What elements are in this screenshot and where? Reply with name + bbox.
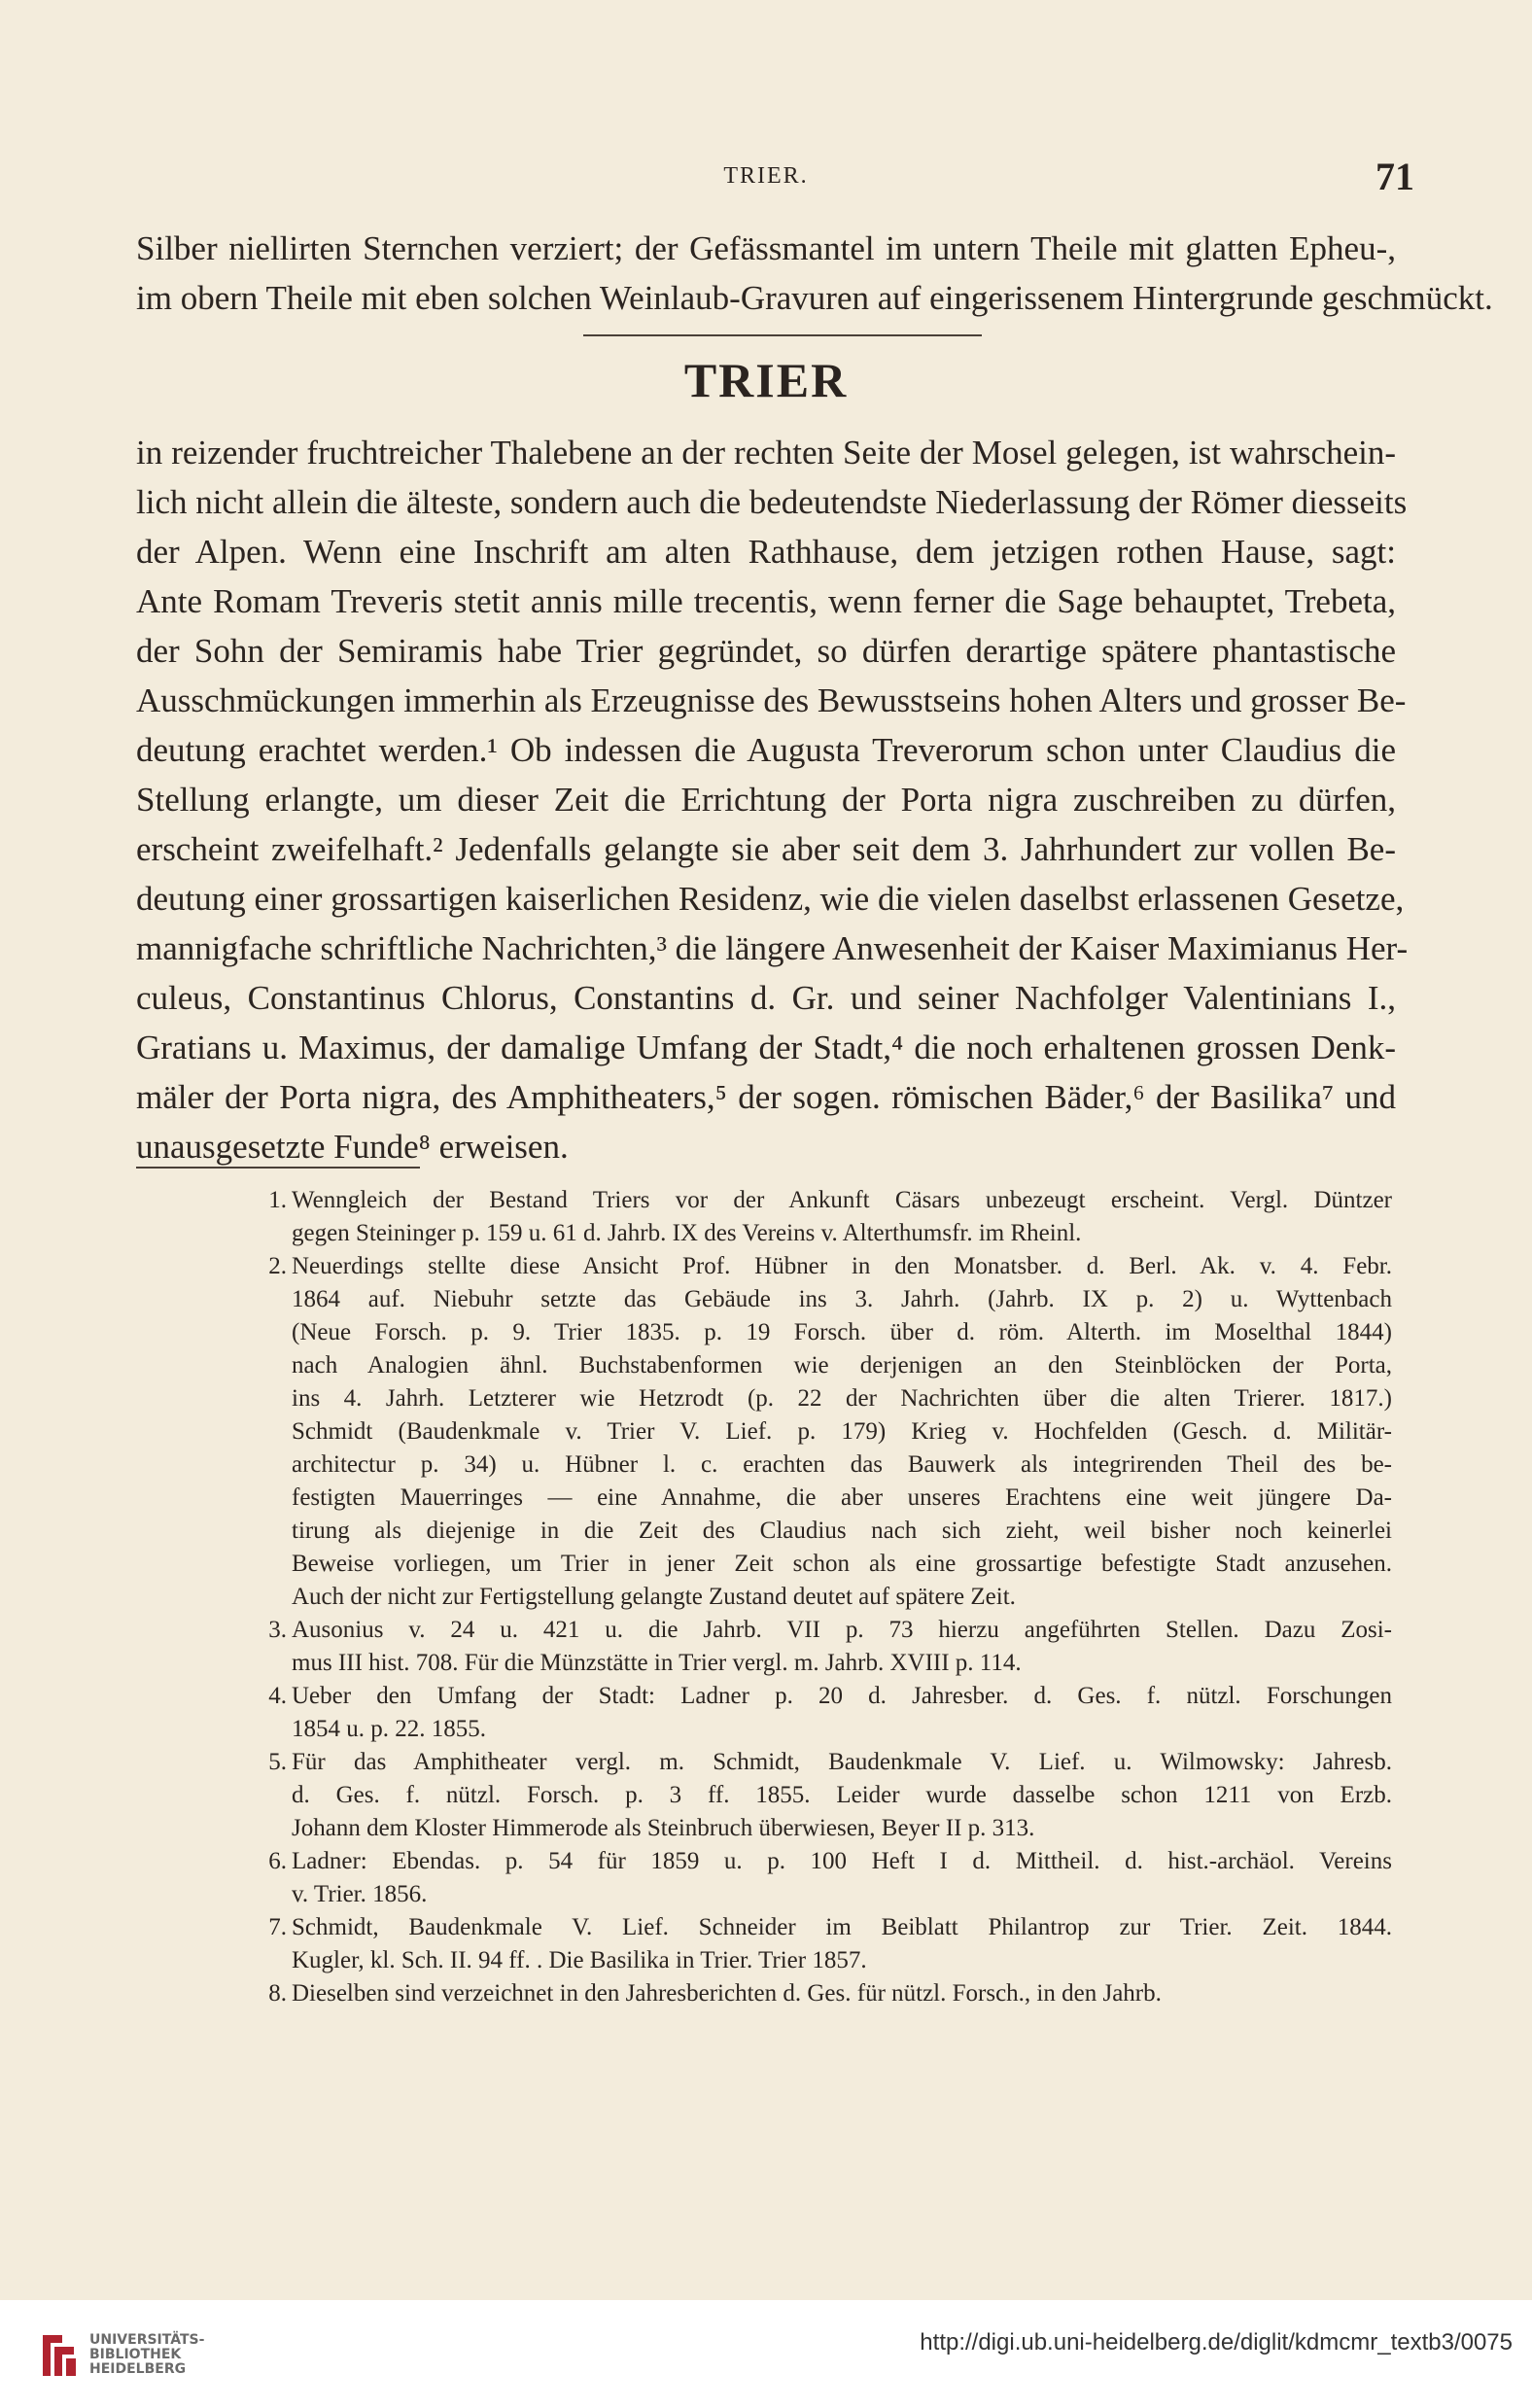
text-line: der Sohn der Semiramis habe Trier gegründet, so dürfen derartige spätere phantastische (136, 632, 1396, 670)
footnote (243, 1746, 1392, 1845)
section-heading: TRIER (683, 353, 849, 407)
text-line: der Alpen. Wenn eine Inschrift am alten Rathhause, dem jetzigen rothen Hause, sagt: (136, 533, 1396, 571)
footnote-number: 8. (268, 1980, 287, 2007)
footnote-line: Auch der nicht zur Fertigstellung gelangte Zustand deutet auf spätere Zeit. (292, 1584, 1016, 1610)
text-line: Ante Romam Treveris stetit annis mille trecentis, wenn ferner die Sage behauptet, Trebeta, (136, 582, 1396, 620)
footnote (243, 1184, 1392, 1250)
library-logo-icon (37, 2329, 80, 2382)
text-line: lich nicht allein die älteste, sondern auch die bedeutendste Niederlassung der Römer diesseits (136, 483, 1408, 521)
footnote (243, 1977, 1392, 2010)
text-line: unausgesetzte Funde⁸ erweisen. (136, 1128, 569, 1166)
footnote-line: Wenngleich der Bestand Triers vor der Ankunft Cäsars unbezeugt erscheint. Vergl. Düntzer (292, 1187, 1392, 1213)
running-head: TRIER. (723, 163, 809, 189)
logo-line: BIBLIOTHEK (89, 2347, 182, 2362)
text-line: mannigfache schriftliche Nachrichten,³ die längere Anwesenheit der Kaiser Maximianus Her- (136, 929, 1409, 967)
logo-line: HEIDELBERG (89, 2361, 187, 2377)
footnote-line: Ueber den Umfang der Stadt: Ladner p. 20 d. Jahresber. d. Ges. f. nützl. Forschungen (292, 1683, 1392, 1709)
footnote-line: nach Analogien ähnl. Buchstabenformen wie derjenigen an den Steinblöcken der Porta, (292, 1352, 1392, 1378)
text-line: Silber niellirten Sternchen verziert; der Gefässmantel im untern Theile mit glatten Epheu-, (136, 229, 1396, 267)
text-line: mäler der Porta nigra, des Amphitheaters,⁵ der sogen. römischen Bäder,⁶ der Basilika⁷ und (136, 1078, 1396, 1116)
footnote-line: tirung als diejenige in die Zeit des Claudius nach sich zieht, weil bisher noch keinerlei (292, 1518, 1392, 1544)
main-paragraph (136, 428, 1409, 1171)
text-line: im obern Theile mit eben solchen Weinlaub-Gravuren auf eingerissenem Hintergrunde geschmückt. (136, 279, 1493, 317)
footnote-line: architectur p. 34) u. Hübner l. c. erachten das Bauwerk als integrirenden Theil des be- (292, 1451, 1392, 1478)
footnote-line: Johann dem Kloster Himmerode als Steinbruch überwiesen, Beyer II p. 313. (292, 1815, 1035, 1841)
footnote-line: festigten Mauerringes — eine Annahme, die aber unseres Erachtens eine weit jüngere Da- (292, 1484, 1392, 1511)
text-line: deutung erachtet werden.¹ Ob indessen die Augusta Treverorum schon unter Claudius die (136, 731, 1396, 769)
footnote-line: Schmidt (Baudenkmale v. Trier V. Lief. p. 179) Krieg v. Hochfelden (Gesch. d. Militär- (292, 1418, 1392, 1445)
footnote (243, 1680, 1392, 1746)
footnote-line: mus III hist. 708. Für die Münzstätte in Trier vergl. m. Jahrb. XVIII p. 114. (292, 1650, 1022, 1676)
footnote (243, 1911, 1392, 1977)
footnote-line: Für das Amphitheater vergl. m. Schmidt, Baudenkmale V. Lief. u. Wilmowsky: Jahresb. (292, 1749, 1392, 1775)
footnote-line: 1864 auf. Niebuhr setzte das Gebäude ins 3. Jahrh. (Jahrb. IX p. 2) u. Wyttenbach (292, 1286, 1392, 1312)
text-line: erscheint zweifelhaft.² Jedenfalls gelangte sie aber seit dem 3. Jahrhundert zur vollen Be- (136, 830, 1396, 868)
footnote-line: v. Trier. 1856. (292, 1881, 428, 1907)
footnote-line: Schmidt, Baudenkmale V. Lief. Schneider im Beiblatt Philantrop zur Trier. Zeit. 1844. (292, 1914, 1392, 1940)
footnote-line: d. Ges. f. nützl. Forsch. p. 3 ff. 1855. Leider wurde dasselbe schon 1211 von Erzb. (292, 1782, 1392, 1808)
section-divider (583, 334, 982, 336)
footnote-number: 6. (268, 1848, 287, 1874)
footnote-number: 2. (268, 1253, 287, 1279)
footnote-divider (136, 1167, 420, 1169)
text-line: Stellung erlangte, um dieser Zeit die Errichtung der Porta nigra zuschreiben zu dürfen, (136, 781, 1396, 819)
footnote-number: 4. (268, 1683, 287, 1709)
footnote-line: Ausonius v. 24 u. 421 u. die Jahrb. VII p. 73 hierzu angeführten Stellen. Dazu Zosi- (292, 1617, 1392, 1643)
footnote-line: gegen Steininger p. 159 u. 61 d. Jahrb. IX des Vereins v. Alterthumsfr. im Rheinl. (292, 1220, 1082, 1246)
footnote-number: 1. (268, 1187, 287, 1213)
footnote-line: (Neue Forsch. p. 9. Trier 1835. p. 19 Forsch. über d. röm. Alterth. im Moselthal 1844) (292, 1319, 1392, 1345)
footnote-line: ins 4. Jahrh. Letzterer wie Hetzrodt (p. 22 der Nachrichten über die alten Trierer. 1817.) (292, 1385, 1392, 1412)
footnote-line: 1854 u. p. 22. 1855. (292, 1716, 486, 1742)
footnotes (243, 1184, 1392, 2010)
source-url-link[interactable]: http://digi.ub.uni-heidelberg.de/diglit/kdmcmr_textb3/0075 (920, 2329, 1513, 2356)
footnote (243, 1614, 1392, 1680)
page-number: 71 (1375, 155, 1414, 198)
footer-bar (0, 2300, 1532, 2408)
footnote-line: Beweise vorliegen, um Trier in jener Zeit schon als eine grossartige befestigte Stadt anzusehen. (292, 1551, 1392, 1577)
text-line: Ausschmückungen immerhin als Erzeugnisse des Bewusstseins hohen Alters und grosser Be- (136, 681, 1407, 719)
library-logo-text (89, 2333, 204, 2377)
footnote (243, 1250, 1392, 1614)
footnote-line: Ladner: Ebendas. p. 54 für 1859 u. p. 100 Heft I d. Mittheil. d. hist.-archäol. Vereins (292, 1848, 1392, 1874)
text-line: culeus, Constantinus Chlorus, Constantins d. Gr. und seiner Nachfolger Valentinians I., (136, 979, 1396, 1017)
footnote (243, 1845, 1392, 1911)
text-line: in reizender fruchtreicher Thalebene an der rechten Seite der Mosel gelegen, ist wahrschein- (136, 434, 1396, 471)
text-line: deutung einer grossartigen kaiserlichen Residenz, wie die vielen daselbst erlassenen Gesetze, (136, 880, 1405, 918)
footnote-line: Kugler, kl. Sch. II. 94 ff. . Die Basilika in Trier. Trier 1857. (292, 1947, 867, 1973)
footnote-line: Dieselben sind verzeichnet in den Jahresberichten d. Ges. für nützl. Forsch., in den Jahrb. (292, 1980, 1162, 2007)
text-line: Gratians u. Maximus, der damalige Umfang der Stadt,⁴ die noch erhaltenen grossen Denk- (136, 1029, 1396, 1066)
footnote-number: 5. (268, 1749, 287, 1775)
footnote-number: 3. (268, 1617, 287, 1643)
intro-paragraph (136, 224, 1493, 323)
logo-line: UNIVERSITÄTS- (89, 2332, 205, 2348)
footnote-line: Neuerdings stellte diese Ansicht Prof. Hübner in den Monatsber. d. Berl. Ak. v. 4. Febr. (292, 1253, 1392, 1279)
footnote-number: 7. (268, 1914, 287, 1940)
